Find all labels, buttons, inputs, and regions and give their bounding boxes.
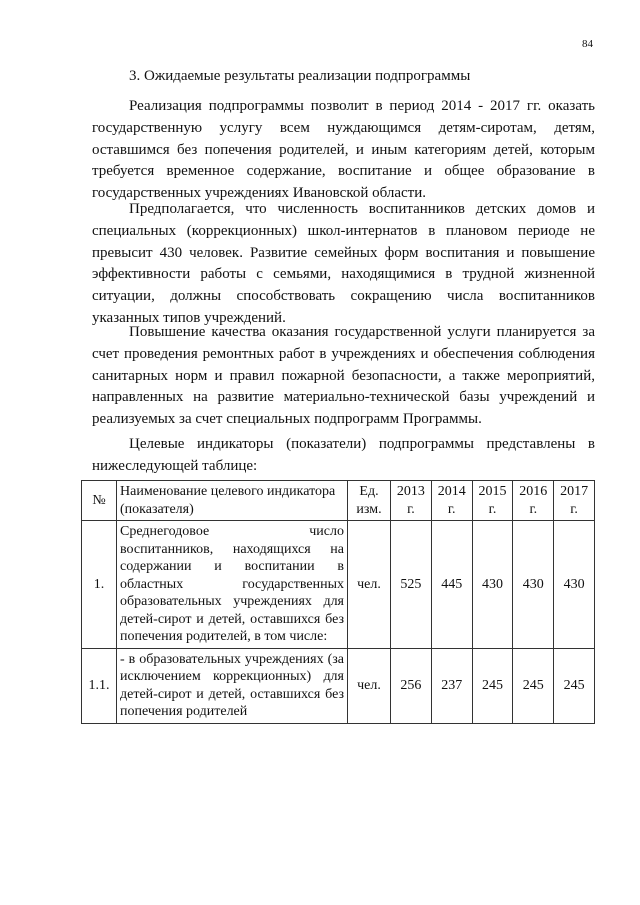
paragraph-quality: Повышение качества оказания государственной услуги планируется за счет проведения ремонтных работ в учреждениях и обеспечения соблюдения санитарных норм и правил пожарной безопасности, а также мероприятий, направленных на развитие материально-технической базы учреждений и реализуемых за счет специальных подпрограмм Программы. bbox=[92, 324, 595, 428]
section-heading: 3. Ожидаемые результаты реализации подпрограммы bbox=[129, 68, 471, 84]
table-row bbox=[82, 521, 595, 649]
row-value-2015: 430 bbox=[472, 521, 513, 649]
header-year-2016: 2016 г. bbox=[513, 481, 554, 521]
paragraph-results: Реализация подпрограммы позволит в период 2014 - 2017 гг. оказать государственную услугу всем нуждающимся детям-сиротам, детям, оставшимся без попечения родителей, и иным категориям детей, которым требуется временное содержание, воспитание и общее образование в государственных учреждениях Ивановской области. bbox=[92, 98, 595, 202]
header-unit: Ед. изм. bbox=[348, 481, 391, 521]
paragraph-assumptions: Предполагается, что численность воспитанников детских домов и специальных (коррекционных) школ-интернатов в плановом периоде не превысит 430 человек. Развитие семейных форм воспитания и повышение эффективности работы с семьями, находящимися в трудной жизненной ситуации, должны способствовать сокращению числа воспитанников указанных типов учреждений. bbox=[92, 201, 595, 326]
row-value-2016: 245 bbox=[513, 648, 554, 723]
table-row bbox=[82, 648, 595, 723]
row-unit: чел. bbox=[348, 521, 391, 649]
page-number: 84 bbox=[582, 38, 593, 50]
row-value-2014: 237 bbox=[431, 648, 472, 723]
paragraph-indicators-intro: Целевые индикаторы (показатели) подпрограммы представлены в нижеследующей таблице: bbox=[92, 436, 595, 474]
header-number: № bbox=[82, 481, 117, 521]
row-value-2013: 256 bbox=[391, 648, 432, 723]
row-value-2014: 445 bbox=[431, 521, 472, 649]
indicators-table bbox=[81, 480, 595, 724]
header-year-2017: 2017 г. bbox=[554, 481, 595, 521]
row-value-2015: 245 bbox=[472, 648, 513, 723]
row-number: 1.1. bbox=[82, 648, 117, 723]
row-value-2017: 245 bbox=[554, 648, 595, 723]
row-value-2016: 430 bbox=[513, 521, 554, 649]
row-value-2017: 430 bbox=[554, 521, 595, 649]
row-indicator-name: - в образовательных учреждениях (за исключением коррекционных) для детей-сирот и детей, оставшихся без попечения родителей bbox=[117, 648, 348, 723]
table-header-row bbox=[82, 481, 595, 521]
header-year-2015: 2015 г. bbox=[472, 481, 513, 521]
row-indicator-name: Среднегодовое число воспитанников, находящихся на содержании и воспитании в областных государственных образовательных учреждениях для детей-сирот и детей, оставшихся без попечения родителей, в том числе: bbox=[117, 521, 348, 649]
row-number: 1. bbox=[82, 521, 117, 649]
row-unit: чел. bbox=[348, 648, 391, 723]
row-value-2013: 525 bbox=[391, 521, 432, 649]
header-year-2014: 2014 г. bbox=[431, 481, 472, 521]
header-indicator-name: Наименование целевого индикатора (показателя) bbox=[117, 481, 348, 521]
header-year-2013: 2013 г. bbox=[391, 481, 432, 521]
